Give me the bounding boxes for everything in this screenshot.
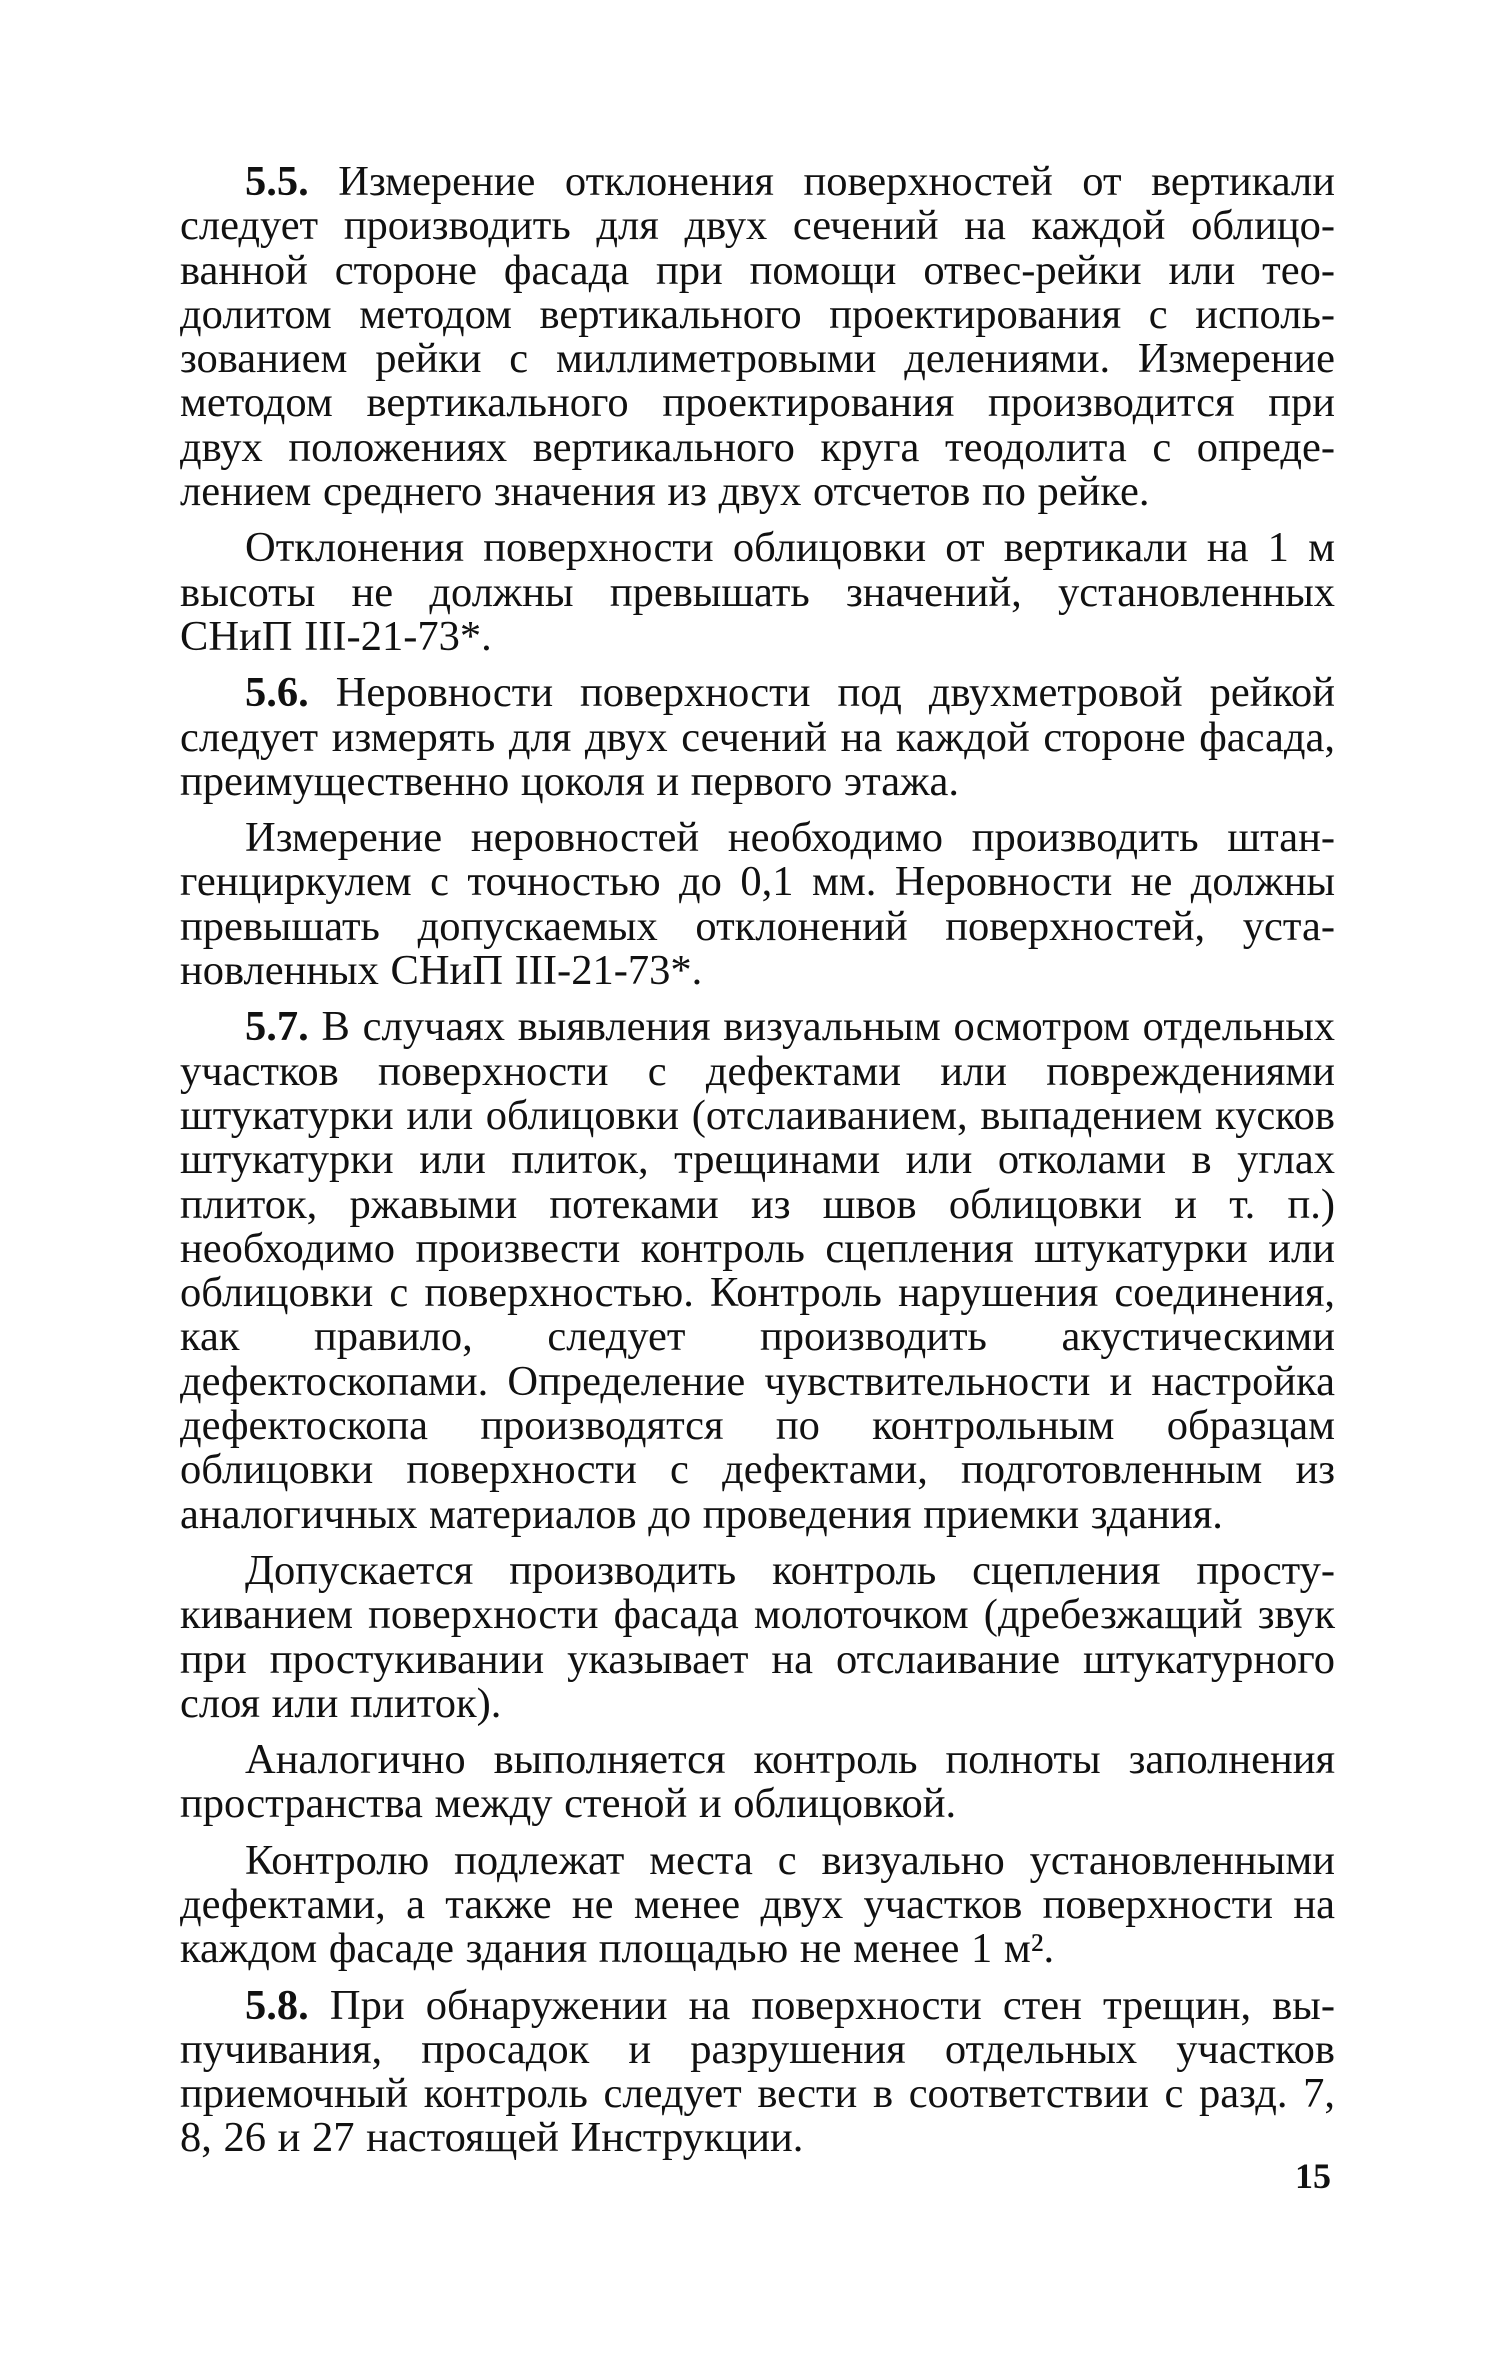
paragraph-text: Неровности поверхности под двухметровой рейкой следует измерять для двух сечений на каждой стороне фасада, преимущественно цоколя и первого этажа. [180, 669, 1335, 805]
paragraph [180, 526, 1335, 659]
document-body [180, 160, 1335, 2173]
paragraph-text: Допускается производить контроль сцепления простукиванием поверхности фасада молоточком (дребезжащий звук при простукивании указывает на отслаивание штукатурного слоя или плиток). [180, 1546, 1335, 1727]
paragraph-text: Аналогично выполняется контроль полноты заполнения пространства между стеной и облицовкой. [180, 1736, 1335, 1828]
paragraph-5-8 [180, 1981, 1335, 2162]
page-number: 15 [1295, 2156, 1331, 2196]
paragraph-5-6 [180, 671, 1335, 804]
section-number: 5.8. [245, 1981, 309, 2029]
paragraph-5-5 [180, 160, 1335, 514]
paragraph-text: В случаях выявления визуальным осмотром отдельных участков поверхности с дефектами или повреждениями штукатурки или облицовки (отслаиванием, выпадением кусков штукатурки или плиток, трещинами или отколами в углах плиток, ржавыми потеками из швов облицовки и т. п.) необходимо произвести контроль сцепления штукатурки или облицовки с поверхностью. Контроль нарушения соединения, как правило, следует производить акустическими дефектоскопами. Определение чувствительности и настройка дефектоскопа производятся по контрольным образцам облицовки поверхности с дефектами, подготовленным из аналогичных материалов до проведения приемки здания. [180, 1003, 1335, 1538]
section-number: 5.6. [245, 669, 309, 717]
paragraph-text: Отклонения поверхности облицовки от вертикали на 1 м высоты не должны превышать значений, установленных СНиП III-21-73*. [180, 524, 1335, 660]
section-number: 5.5. [245, 158, 309, 205]
paragraph-text: При обнаружении на поверхности стен трещин, выпучивания, просадок и разрушения отдельных участков приемочный контроль следует вести в соответствии с разд. 7, 8, 26 и 27 настоящей Инструкции. [180, 1981, 1335, 2162]
paragraph-text: Измерение отклонения поверхностей от вертикали следует производить для двух сечений на каждой облицованной стороне фасада при помощи отвес-рейки или теодолитом методом вертикального проектирования с использованием рейки с миллиметровыми делениями. Измерение методом вертикального проектирования производится при двух положениях вертикального круга теодолита с определением среднего значения из двух отсчетов по рейке. [180, 158, 1335, 516]
paragraph [180, 1546, 1335, 1727]
paragraph-text: Измерение неровностей необходимо производить штангенциркулем с точностью до 0,1 мм. Неровности не должны превышать допускаемых отклонений поверхностей, установленных СНиП III-21-73*. [180, 814, 1335, 995]
paragraph-text: Контролю подлежат места с визуально установленными дефектами, а также не менее двух участков поверхности на каждом фасаде здания площадью не менее 1 м². [180, 1836, 1335, 1973]
paragraph [180, 816, 1335, 993]
paragraph-5-7 [180, 1005, 1335, 1537]
section-number: 5.7. [245, 1003, 309, 1051]
paragraph [180, 1836, 1335, 1973]
paragraph [180, 1738, 1335, 1827]
